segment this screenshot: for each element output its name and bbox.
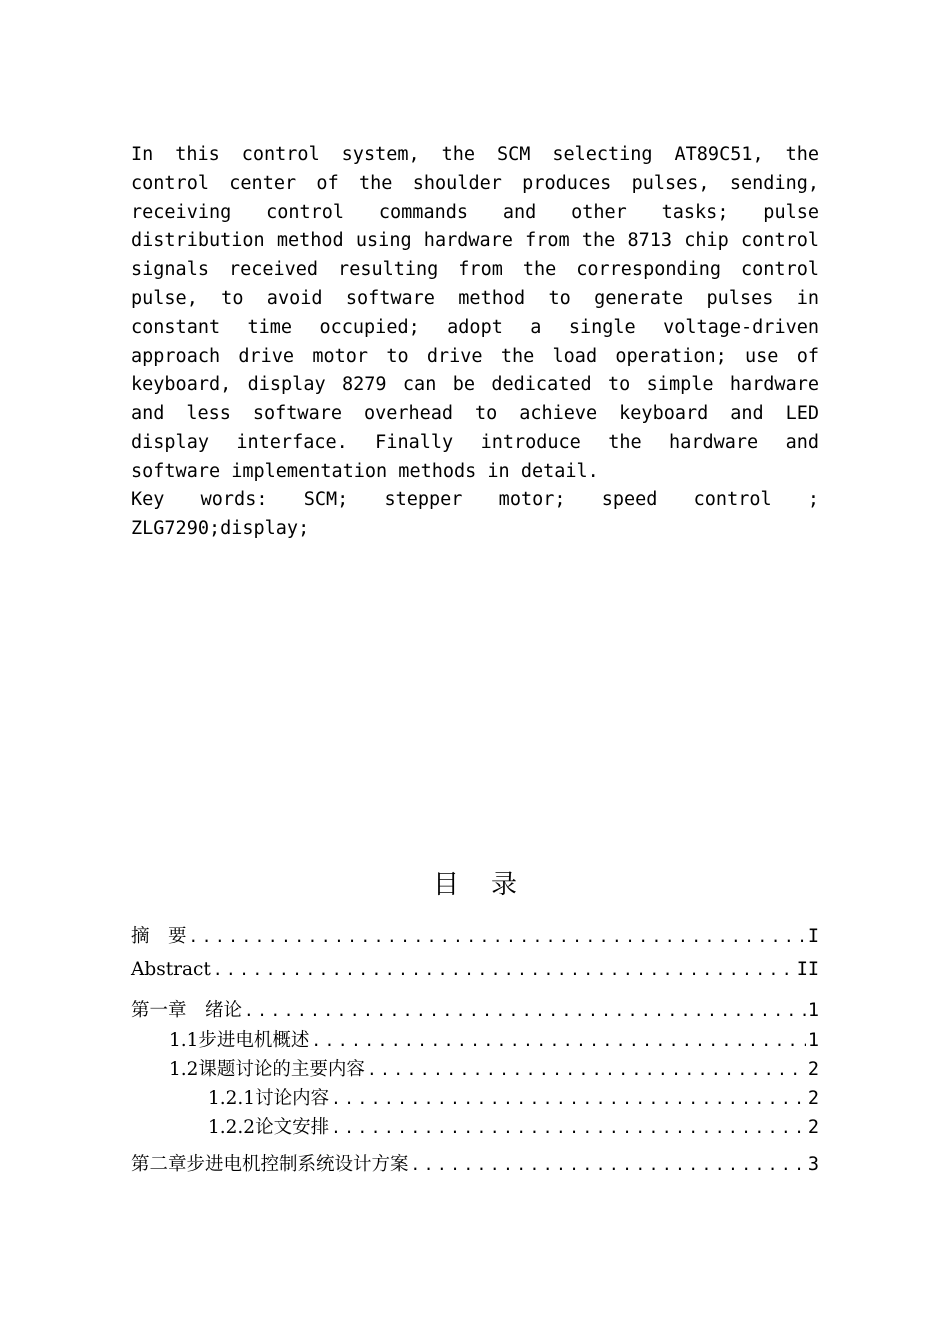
toc-entry-page: 1: [807, 1030, 819, 1051]
toc-entry-page: 2: [807, 1088, 819, 1109]
toc-entry-label: 1.2.2论文安排: [208, 1113, 331, 1139]
toc-leader-dots: [331, 1089, 806, 1108]
toc-entry-label: Abstract: [131, 959, 211, 980]
toc-entry[interactable]: [208, 1084, 819, 1112]
toc-entry-page: 3: [807, 1154, 819, 1175]
toc-entry-page: II: [796, 959, 819, 980]
toc-leader-dots: [189, 927, 806, 946]
toc-entry-label: 1.2课题讨论的主要内容: [169, 1055, 367, 1081]
toc-leader-dots: [367, 1060, 806, 1079]
toc-leader-dots: [244, 1001, 806, 1020]
toc-entry-label: 第二章步进电机控制系统设计方案: [131, 1150, 411, 1176]
toc-entry-label: 1.1步进电机概述: [169, 1026, 311, 1052]
toc-entry[interactable]: [131, 1150, 819, 1178]
toc-entry[interactable]: [131, 959, 819, 987]
toc-entry-page: I: [807, 926, 819, 947]
toc-entry[interactable]: [131, 922, 819, 950]
toc-leader-dots: [213, 960, 795, 979]
toc-leader-dots: [411, 1155, 806, 1174]
toc-entry-page: 2: [807, 1059, 819, 1080]
toc-entry[interactable]: [169, 1026, 819, 1054]
toc-leader-dots: [311, 1031, 805, 1050]
toc-entry[interactable]: [131, 996, 819, 1024]
toc-entry-label: 第一章 绪论: [131, 996, 244, 1022]
toc-leader-dots: [331, 1118, 806, 1137]
toc-entry-page: 2: [807, 1117, 819, 1138]
toc-title: 目录: [432, 870, 549, 900]
toc-entry-label: 1.2.1讨论内容: [208, 1084, 331, 1110]
abstract-paragraph: In this control system, the SCM selecting AT89C51, the control center of the shoulder produces pulses, sending, receiving control commands and other tasks; pulse distribution method using hardware from the 8713 chip control signals received resulting from the corresponding control pulse, to avoid software method to generate pulses in constant time occupied; adopt a single voltage-driven approach drive motor to drive the load operation; use of keyboard, display 8279 can be dedicated to simple hardware and less software overhead to achieve keyboard and LED display interface. Finally introduce the hardware and software implementation methods in detail.: [131, 144, 819, 482]
toc-entry-page: 1: [807, 1000, 819, 1021]
toc-entry[interactable]: [169, 1055, 819, 1083]
toc-entry[interactable]: [208, 1113, 819, 1141]
keywords-line: Key words: SCM; stepper motor; speed control ; ZLG7290;display;: [131, 489, 819, 539]
toc-entry-label: 摘 要: [131, 922, 189, 948]
